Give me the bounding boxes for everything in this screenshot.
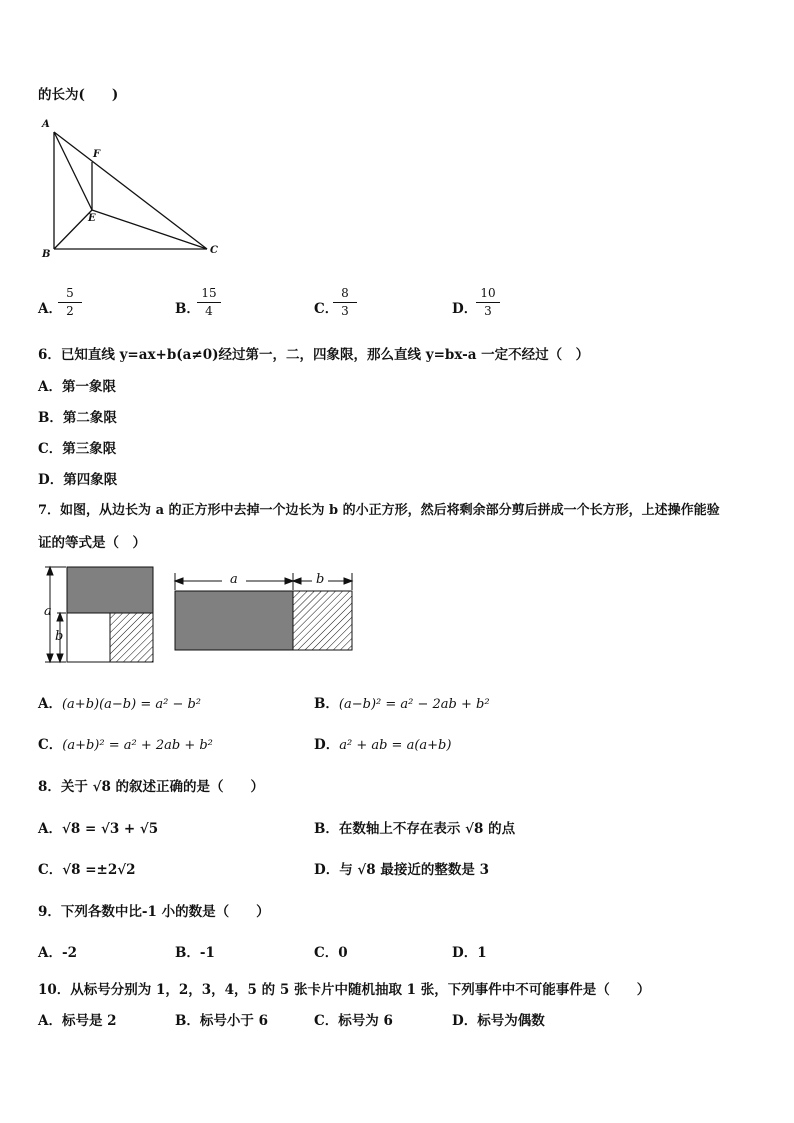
numerator: 15	[201, 286, 217, 300]
vertex-b-label: B	[42, 249, 51, 260]
q10-option-c: C．标号为 6	[314, 1013, 393, 1029]
q7-option-b	[314, 692, 490, 712]
option-key: B．	[314, 696, 339, 712]
q7-option-c	[38, 733, 213, 753]
q7-label-b-right: b	[316, 572, 325, 587]
q9-option-c: C．0	[314, 945, 348, 961]
option-key: D．	[314, 737, 340, 753]
option-expression: a² + ab = a(a+b)	[339, 738, 452, 753]
q5-option-d-key: D．	[452, 301, 478, 317]
vertex-c-label: C	[210, 245, 218, 256]
q7-label-b-left: b	[55, 629, 64, 644]
q9-stem: 9．下列各数中比-1 小的数是（ ）	[38, 904, 270, 920]
q6-option-c: C．第三象限	[38, 441, 117, 457]
denominator: 4	[205, 304, 213, 318]
vertex-a-label: A	[42, 119, 50, 130]
q9-option-a: A．-2	[38, 945, 77, 961]
q7-stem-line2: 证的等式是（ ）	[38, 535, 146, 551]
q10-option-a: A．标号是 2	[38, 1013, 117, 1029]
q9-option-b: B．-1	[175, 945, 215, 961]
option-key: A．	[38, 696, 62, 712]
q5-option-c-key: C．	[314, 301, 339, 317]
q10-option-d: D．标号为偶数	[452, 1013, 545, 1029]
q7-option-d	[314, 733, 451, 753]
q10-stem: 10．从标号分别为 1，2，3，4，5 的 5 张卡片中随机抽取 1 张，下列事件中不可能事件是（ ）	[38, 982, 651, 998]
denominator: 3	[484, 304, 492, 318]
option-expression: (a+b)(a−b) = a² − b²	[61, 697, 202, 712]
q5-option-a-key: A．	[38, 301, 62, 317]
q6-stem: 6．已知直线 y=ax+b(a≠0)经过第一，二，四象限，那么直线 y=bx-a 一定不经过（ ）	[38, 347, 590, 363]
vertex-f-label: F	[93, 149, 101, 160]
q9-option-d: D．1	[452, 945, 487, 961]
numerator: 5	[66, 286, 74, 300]
q8-option-c: C．√8 =±2√2	[38, 862, 136, 878]
option-expression: (a+b)² = a² + 2ab + b²	[62, 738, 213, 753]
vertex-e-label: E	[88, 213, 96, 224]
q6-option-a: A．第一象限	[38, 379, 116, 395]
numerator: 10	[480, 286, 496, 300]
denominator: 3	[341, 304, 349, 318]
q8-stem: 8．关于 √8 的叙述正确的是（ ）	[38, 779, 265, 795]
q7-label-a-right: a	[230, 572, 238, 587]
q7-option-a	[38, 692, 201, 712]
q7-label-a-left: a	[44, 604, 52, 619]
q7-stem-line1: 7．如图，从边长为 a 的正方形中去掉一个边长为 b 的小正方形，然后将剩余部分剪后拼成一个长方形，上述操作能验	[38, 503, 720, 518]
q8-option-b: B．在数轴上不存在表示 √8 的点	[314, 821, 516, 837]
q8-option-a: A．√8 = √3 + √5	[38, 821, 159, 837]
denominator: 2	[66, 304, 74, 318]
q6-option-b: B．第二象限	[38, 410, 117, 426]
q5-stem-tail: 的长为( )	[38, 87, 119, 103]
option-key: C．	[38, 737, 63, 753]
numerator: 8	[341, 286, 349, 300]
q10-option-b: B．标号小于 6	[175, 1013, 269, 1029]
q6-option-d: D．第四象限	[38, 472, 118, 488]
option-expression: (a−b)² = a² − 2ab + b²	[338, 697, 490, 712]
q5-option-b-key: B．	[175, 301, 200, 317]
q8-option-d: D．与 √8 最接近的整数是 3	[314, 862, 489, 878]
